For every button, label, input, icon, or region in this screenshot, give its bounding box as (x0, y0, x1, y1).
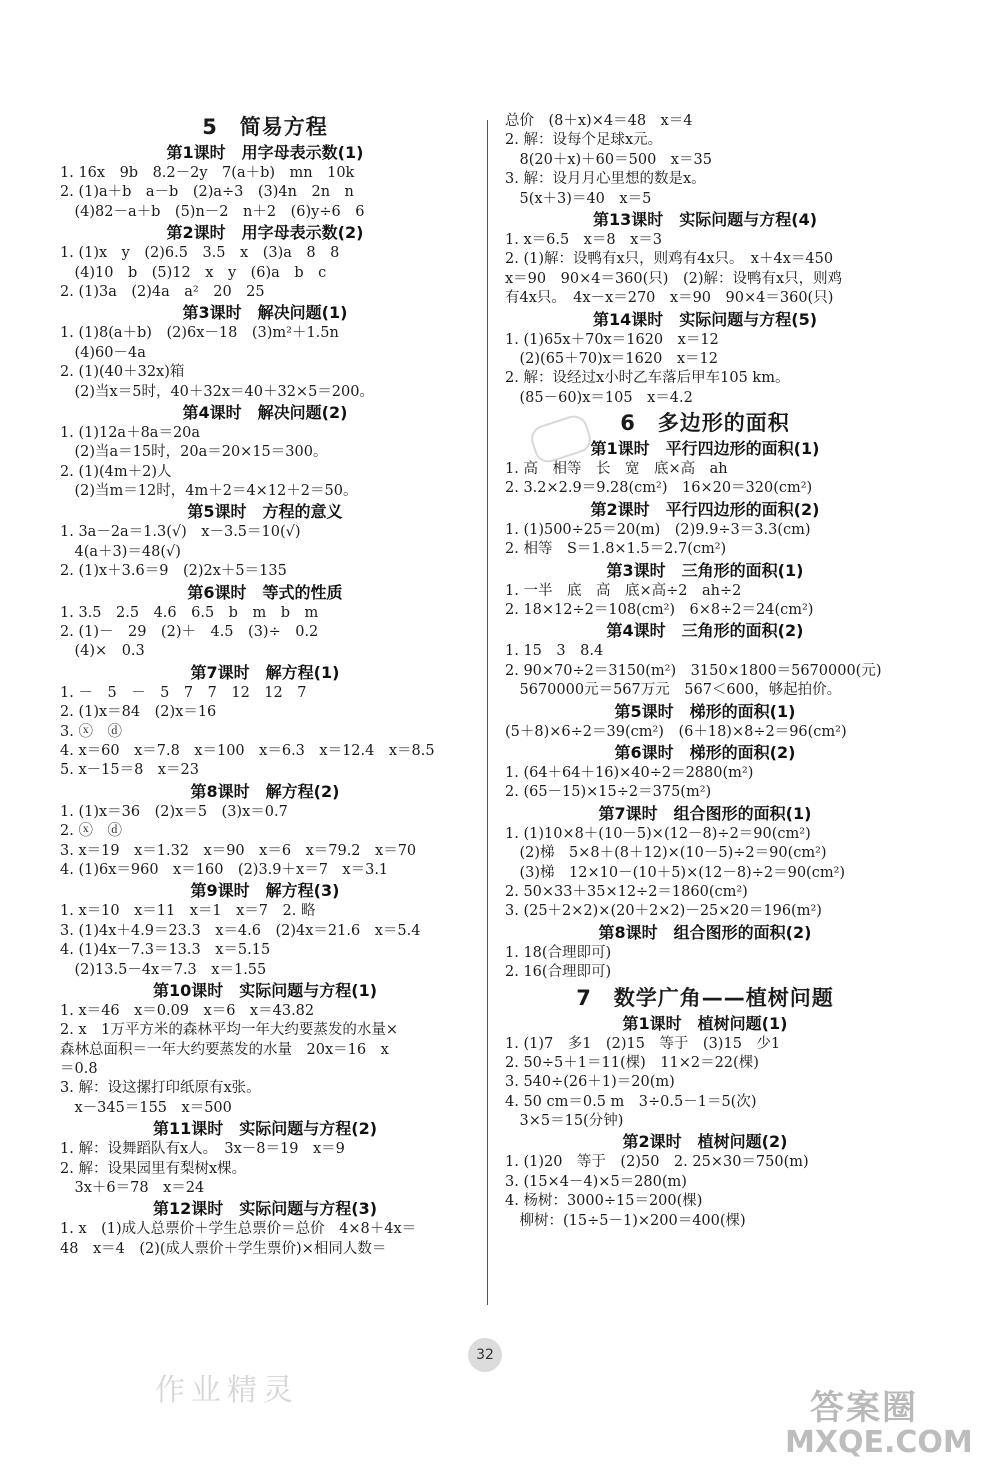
answer-line: 3. (15×4－4)×5＝280(m) (505, 1173, 687, 1190)
lesson-heading: 第1课时 植树问题(1) (622, 1013, 788, 1033)
left-column (60, 112, 470, 1259)
answer-line: 2. 50×33＋35×12÷2＝1860(cm²) (505, 883, 748, 900)
answer-line: (3)梯 12×10－(10＋5)×(12－8)÷2＝90(cm²) (505, 864, 846, 881)
lesson-heading: 第5课时 方程的意义 (187, 502, 343, 522)
answer-line: 2. 50÷5＋1＝11(棵) 11×2＝22(棵) (505, 1054, 759, 1071)
lesson-heading: 第9课时 解方程(3) (190, 881, 340, 901)
answer-line: 总价 (8＋x)×4＝48 x＝4 (505, 113, 693, 129)
answer-line: 柳树：(15÷5－1)×200＝400(棵) (505, 1212, 746, 1229)
answer-line: 4. (1)4x－7.3＝13.3 x＝5.15 (60, 942, 271, 959)
answer-line: 1. 16x 9b 8.2－2y 7(a＋b) mn 10k (60, 165, 355, 181)
answer-line: 2. (65－15)×15÷2＝375(m²) (505, 784, 712, 801)
lesson-heading: 第7课时 组合图形的面积(1) (598, 803, 812, 823)
answer-line: 4. 50 cm＝0.5 m 3÷0.5－1＝5(次) (505, 1093, 757, 1110)
answer-line: 8(20＋x)＋60＝500 x＝35 (505, 151, 712, 168)
lesson-heading: 第7课时 解方程(1) (190, 662, 340, 682)
watermark-logo: 答案圈 (810, 1388, 918, 1428)
answer-line: 1. (1)12a＋8a＝20a (60, 424, 201, 441)
answer-line: 3. 540÷(26＋1)＝20(m) (505, 1074, 675, 1091)
answer-line: 2. (1)x＝84 (2)x＝16 (60, 704, 217, 721)
answer-line: 1. 3a－2a＝1.3(√) x－3.5＝10(√) (60, 524, 301, 541)
answer-line: 1. x (1)成人总票价＋学生总票价＝总价 4×8＋4x＝ (60, 1221, 417, 1238)
lesson-heading: 第4课时 三角形的面积(2) (606, 621, 804, 641)
lesson-heading: 第10课时 实际问题与方程(1) (152, 980, 378, 1000)
answer-line: 1. (1)65x＋70x＝1620 x＝12 (505, 331, 719, 348)
answer-line: 2. ⓧ ⓓ (60, 823, 122, 840)
answer-line: 1. (1)8(a＋b) (2)6x－18 (3)m²＋1.5n (60, 325, 339, 342)
chapter-title: 6 多边形的面积 (620, 411, 790, 436)
lesson-heading: 第13课时 实际问题与方程(4) (592, 209, 818, 229)
answer-line: 2. 解：设每个足球x元。 (505, 132, 663, 149)
answer-line: (2)梯 5×8＋(8＋12)×(10－5)÷2＝90(cm²) (505, 845, 827, 862)
answer-line: (2)当a＝15时，20a＝20×15＝300。 (60, 444, 328, 461)
answer-line: ＝0.8 (60, 1061, 98, 1078)
answer-line: 2. (1)3a (2)4a a² 20 25 (60, 283, 265, 300)
answer-line: 1. 15 3 8.4 (505, 643, 604, 660)
chapter-title: 5 简易方程 (202, 115, 328, 139)
answer-line: 1. 高 相等 长 宽 底×高 ah (505, 461, 728, 478)
lesson-heading: 第6课时 等式的性质 (187, 582, 343, 602)
lesson-heading: 第2课时 用字母表示数(2) (166, 223, 364, 243)
answer-line: 2. x 1万平方米的森林平均一年大约要蒸发的水量× (60, 1022, 398, 1039)
answer-line: 2. 18×12÷2＝108(cm²) 6×8÷2＝24(cm²) (505, 602, 814, 619)
answer-line: 2. (1)x＋3.6＝9 (2)2x＋5＝135 (60, 563, 287, 580)
lesson-heading: 第11课时 实际问题与方程(2) (152, 1119, 378, 1139)
answer-line: 1. (1)500÷25＝20(m) (2)9.9÷3＝3.3(cm) (505, 521, 811, 538)
lesson-heading: 第2课时 植树问题(2) (622, 1132, 788, 1152)
answer-line: 1. 一半 底 高 底×高÷2 ah÷2 (505, 582, 742, 599)
answer-line: 3. 解：设月月心里想的数是x。 (505, 171, 706, 188)
right-column (505, 112, 905, 1231)
answer-line: (2)13.5－4x＝7.3 x＝1.55 (60, 961, 267, 978)
answer-line: 1. x＝46 x＝0.09 x＝6 x＝43.82 (60, 1002, 315, 1019)
answer-line: 2. (1)－ 29 (2)＋ 4.5 (3)÷ 0.2 (60, 624, 319, 641)
lesson-heading: 第3课时 解决问题(1) (182, 303, 348, 323)
answer-line: 2. (1)(40＋32x)箱 (60, 364, 185, 381)
answer-line: 3. ⓧ ⓓ (60, 723, 122, 740)
watermark-url: MXQE.COM (785, 1425, 973, 1460)
answer-line: (2)当m＝12时，4m＋2＝4×12＋2＝50。 (60, 483, 358, 500)
lesson-heading: 第8课时 解方程(2) (190, 781, 340, 801)
answer-line: 有4x只。 4x－x＝270 x＝90 90×4＝360(只) (505, 290, 834, 307)
column-divider (487, 120, 488, 1305)
answer-line: 5(x＋3)＝40 x＝5 (505, 190, 652, 207)
answer-line: 3. 解：设这摞打印纸原有x张。 (60, 1080, 261, 1097)
answer-line: 1. (1)10×8＋(10－5)×(12－8)÷2＝90(cm²) (505, 825, 811, 842)
lesson-heading: 第12课时 实际问题与方程(3) (152, 1199, 378, 1219)
answer-line: 1. 3.5 2.5 4.6 6.5 b m b m (60, 604, 319, 621)
answer-line: 1. x＝6.5 x＝8 x＝3 (505, 231, 662, 248)
lesson-heading: 第14课时 实际问题与方程(5) (592, 309, 818, 329)
answer-line: 1. x＝10 x＝11 x＝1 x＝7 2. 略 (60, 903, 316, 920)
answer-line: 1. (1)20 等于 (2)50 2. 25×30＝750(m) (505, 1154, 809, 1171)
answer-line: 4. x＝60 x＝7.8 x＝100 x＝6.3 x＝12.4 x＝8.5 (60, 742, 435, 759)
answer-line: 3×5＝15(分钟) (505, 1113, 624, 1130)
answer-line: (85－60)x＝105 x＝4.2 (505, 389, 693, 406)
answer-line: (4)× 0.3 (60, 643, 145, 660)
lesson-heading: 第5课时 梯形的面积(1) (614, 701, 796, 721)
answer-line: 3. (1)4x＋4.9＝23.3 x＝4.6 (2)4x＝21.6 x＝5.4 (60, 922, 421, 939)
lesson-heading: 第4课时 解决问题(2) (182, 402, 348, 422)
answer-line: 2. 解：设经过x小时乙车落后甲车105 km。 (505, 370, 790, 387)
answer-line: 森林总面积＝一年大约要蒸发的水量 20x＝16 x (60, 1041, 389, 1058)
answer-line: 48 x＝4 (2)(成人票价＋学生票价)×相同人数＝ (60, 1240, 387, 1257)
lesson-heading: 第2课时 平行四边形的面积(2) (590, 499, 820, 519)
answer-line: 4(a＋3)＝48(√) (60, 543, 181, 560)
answer-line: 3x＋6＝78 x＝24 (60, 1180, 205, 1197)
answer-line: (2)当x＝5时，40＋32x＝40＋32×5＝200。 (60, 383, 374, 400)
answer-line: 2. 90×70÷2＝3150(m²) 3150×1800＝5670000(元) (505, 662, 882, 679)
page-number: 32 (468, 1338, 502, 1372)
lesson-heading: 第1课时 平行四边形的面积(1) (590, 439, 820, 459)
answer-line: 1. 解：设舞蹈队有x人。 3x－8＝19 x＝9 (60, 1141, 345, 1158)
answer-line: 4. 杨树：3000÷15＝200(棵) (505, 1193, 703, 1210)
lesson-heading: 第3课时 三角形的面积(1) (606, 560, 804, 580)
answer-line: (5＋8)×6÷2＝39(cm²) (6＋18)×8÷2＝96(cm²) (505, 723, 847, 740)
answer-line: 1. (1)x y (2)6.5 3.5 x (3)a 8 8 (60, 245, 340, 262)
answer-line: (4)60－4a (60, 344, 146, 361)
answer-line: 3. x＝19 x＝1.32 x＝90 x＝6 x＝79.2 x＝70 (60, 842, 417, 859)
footer-stamp: 作业精灵 (155, 1373, 299, 1408)
answer-line: 2. (1)解：设鸭有x只，则鸡有4x只。 x＋4x＝450 (505, 251, 834, 268)
lesson-heading: 第1课时 用字母表示数(1) (166, 143, 364, 162)
lesson-heading: 第6课时 梯形的面积(2) (614, 742, 796, 762)
answer-line: 2. 相等 S＝1.8×1.5＝2.7(cm²) (505, 541, 727, 558)
answer-line: 1. (1)x＝36 (2)x＝5 (3)x＝0.7 (60, 803, 288, 820)
answer-line: 2. 3.2×2.9＝9.28(cm²) 16×20＝320(cm²) (505, 480, 813, 497)
answer-line: x－345＝155 x＝500 (60, 1099, 232, 1116)
answer-line: 5670000元＝567万元 567＜600，够起拍价。 (505, 682, 842, 699)
answer-line: 2. (1)a＋b a－b (2)a÷3 (3)4n 2n n (60, 184, 354, 201)
answer-line: x＝90 90×4＝360(只) (2)解：设鸭有x只，则鸡 (505, 270, 843, 287)
answer-line: 5. x－15＝8 x＝23 (60, 762, 199, 779)
answer-line: 2. 解：设果园里有梨树x棵。 (60, 1160, 247, 1177)
answer-line: 3. (25＋2×2)×(20＋2×2)－25×20＝196(m²) (505, 903, 822, 920)
answer-line: 1. － 5 － 5 7 7 12 12 7 (60, 684, 307, 701)
answer-line: (4)10 b (5)12 x y (6)a b c (60, 264, 327, 281)
answer-line: 2. 16(合理即可) (505, 964, 612, 981)
answer-line: (4)82－a＋b (5)n－2 n＋2 (6)y÷6 6 (60, 203, 365, 220)
lesson-heading: 第8课时 组合图形的面积(2) (598, 922, 812, 942)
answer-line: 2. (1)(4m＋2)人 (60, 463, 172, 480)
answer-line: 1. (1)7 多1 (2)15 等于 (3)15 少1 (505, 1035, 781, 1052)
answer-line: 1. (64＋64＋16)×40÷2＝2880(m²) (505, 764, 754, 781)
answer-line: 1. 18(合理即可) (505, 944, 612, 961)
chapter-title: 7 数学广角——植树问题 (576, 985, 834, 1010)
answer-line: 4. (1)6x＝960 x＝160 (2)3.9＋x＝7 x＝3.1 (60, 861, 389, 878)
answer-line: (2)(65＋70)x＝1620 x＝12 (505, 350, 718, 367)
